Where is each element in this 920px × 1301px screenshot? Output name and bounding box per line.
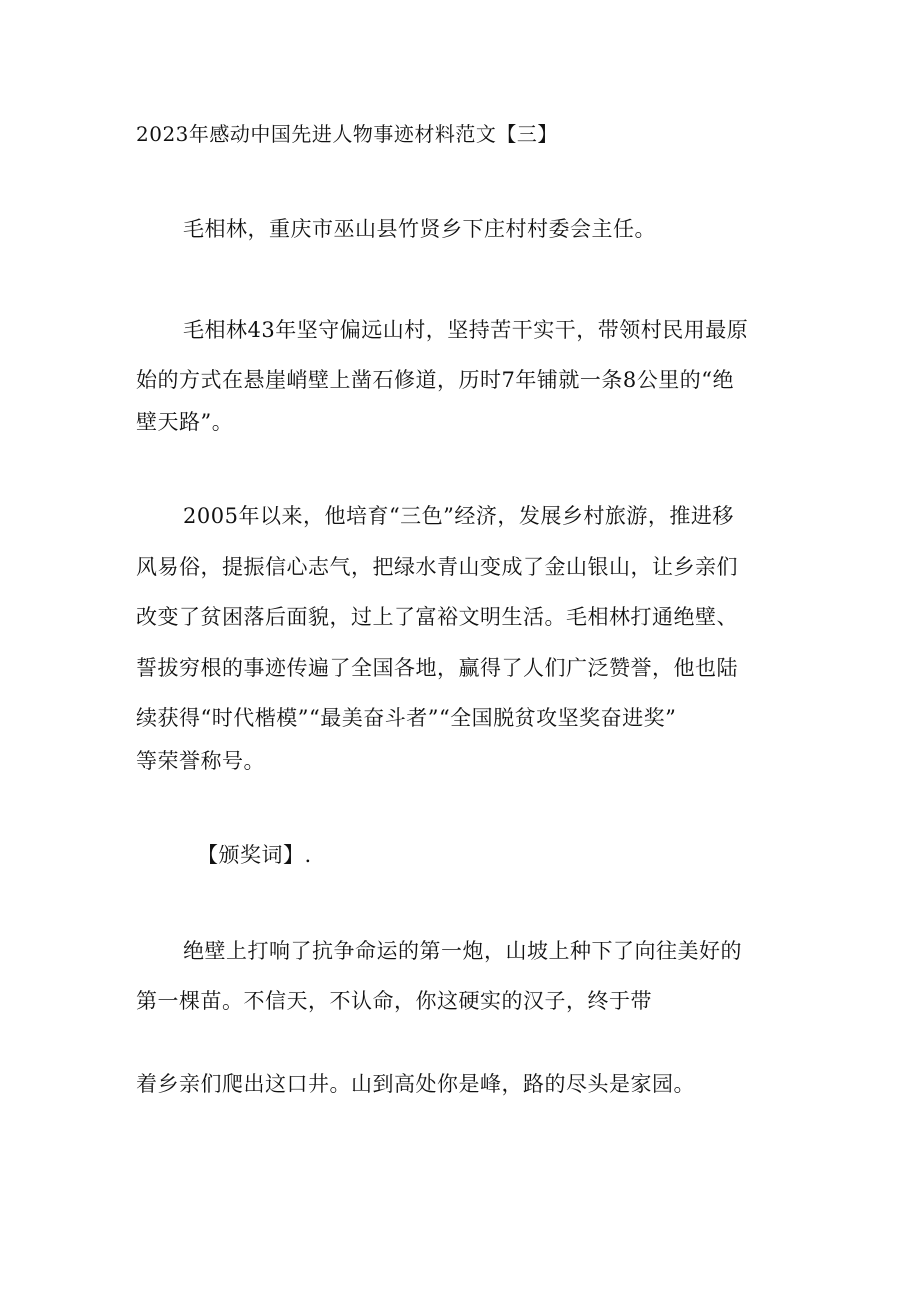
paragraph-line: 着乡亲们爬出这口井。山到高处你是峰，路的尽头是家园。: [136, 1072, 695, 1096]
paragraph-line: 毛相林43年坚守偏远山村，坚持苦干实干，带领村民用最原: [183, 318, 749, 342]
paragraph-line: 等荣誉称号。: [136, 749, 265, 773]
paragraph-line: 始的方式在悬崖峭壁上凿石修道，历时7年铺就一条8公里的“绝: [136, 368, 734, 392]
paragraph-line: 改变了贫困落后面貌，过上了富裕文明生活。毛相林打通绝壁、: [136, 605, 738, 629]
paragraph-line: 壁天路”。: [136, 410, 234, 434]
paragraph-line: 2005年以来，他培育“三色”经济，发展乡村旅游，推进移: [183, 504, 734, 528]
paragraph-line: 风易俗，提振信心志气，把绿水青山变成了金山银山，让乡亲们: [136, 555, 738, 579]
document-title: 2023年感动中国先进人物事迹材料范文【三】: [136, 122, 558, 146]
award-heading: 【颁奖词】.: [197, 843, 312, 867]
paragraph-line: 续获得“时代楷模”“最美奋斗者”“全国脱贫攻坚奖奋进奖”: [136, 706, 677, 730]
paragraph-line: 誓拔穷根的事迹传遍了全国各地，赢得了人们广泛赞誉，他也陆: [136, 656, 738, 680]
paragraph-line: 第一棵苗。不信天，不认命，你这硬实的汉子，终于带: [136, 989, 652, 1013]
intro-paragraph: 毛相林，重庆市巫山县竹贤乡下庄村村委会主任。: [183, 217, 656, 241]
paragraph-line: 绝壁上打响了抗争命运的第一炮，山坡上种下了向往美好的: [183, 939, 742, 963]
